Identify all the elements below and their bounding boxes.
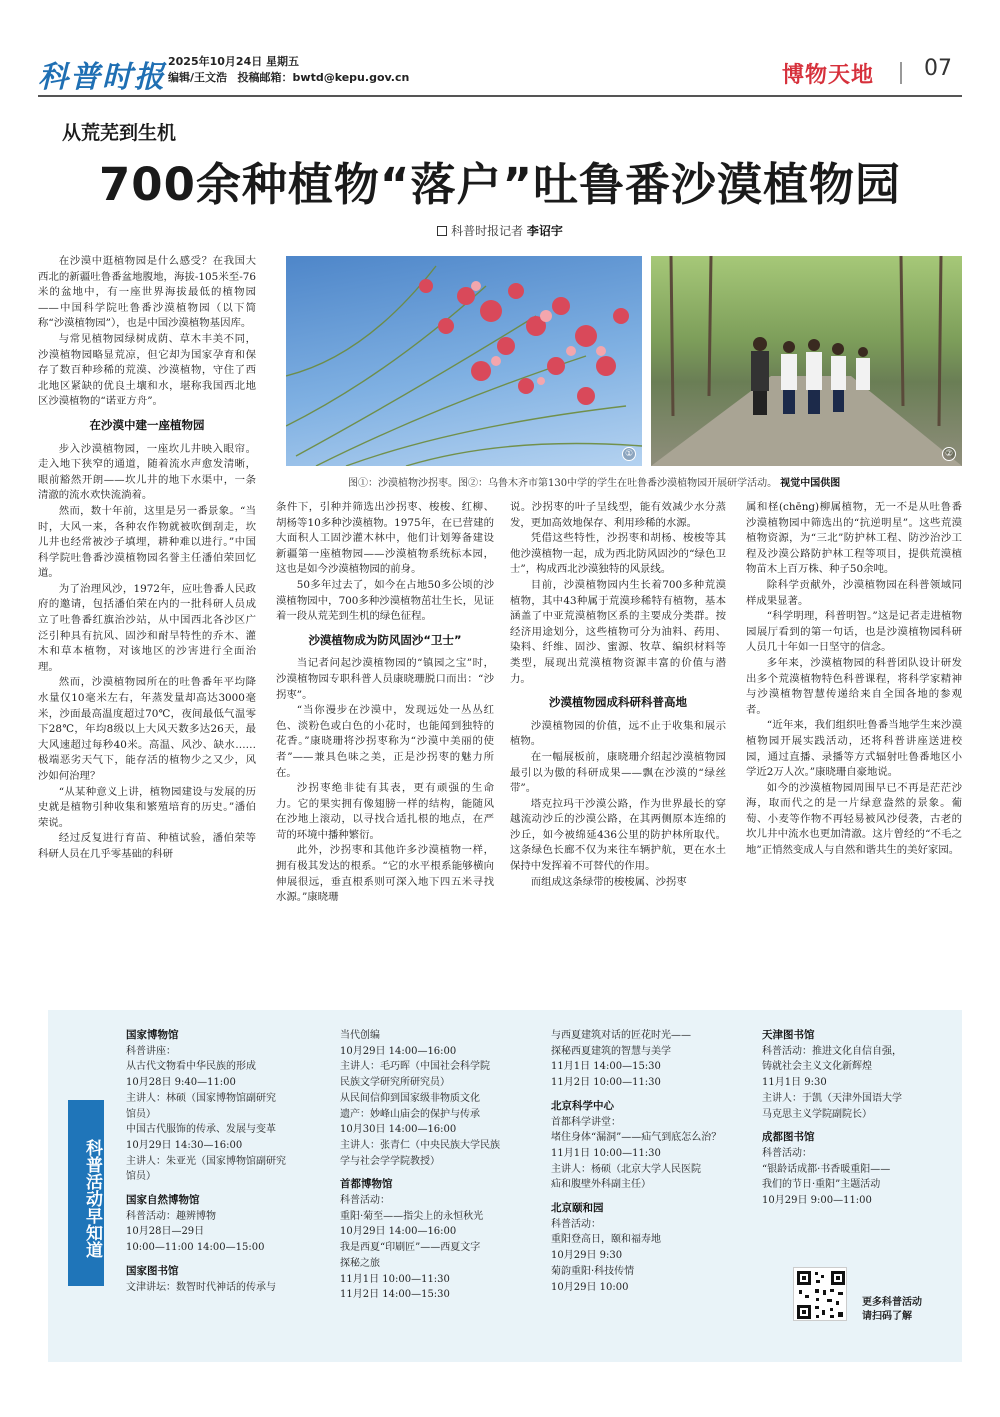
- photo-number-badge: ①: [622, 447, 636, 461]
- caption-text: 图①：沙漠植物沙拐枣。图②：乌鲁木齐市第130中学的学生在吐鲁番沙漠植物园开展研学活动。: [348, 478, 778, 489]
- paragraph: 经过反复进行育苗、种植试验，潘伯荣等科研人员在几乎零基础的科研: [38, 832, 256, 860]
- paragraph: 如今的沙漠植物园周围早已不再是茫茫沙海，取而代之的是一片绿意盎然的景象。葡萄、小麦等作物不再轻易被风沙侵袭，古老的坎儿井中流水也更加清澈。这片曾经的“不毛之地”正悄然变成人与自然和谐共生的美好家园。: [746, 781, 962, 857]
- activity-venue: 成都图书馆: [762, 1131, 815, 1144]
- activity-venue: 国家图书馆: [126, 1264, 179, 1277]
- activity-line: 首都科学讲堂：: [551, 1116, 621, 1128]
- article-headline: 700余种植物“落户”吐鲁番沙漠植物园: [98, 158, 902, 211]
- activity-line: 科普活动：: [340, 1195, 390, 1207]
- activity-line: 10月28日—29日: [126, 1226, 205, 1238]
- paragraph: 与常见植物园绿树成荫、草木丰美不同，沙漠植物园略显荒凉，但它却为国家孕育和保存了数百种珍稀的荒漠、沙漠植物，守住了西北地区紧缺的优良土壤和水，堪称我国西北地区沙漠植物的“诺亚方舟”。: [38, 332, 256, 408]
- article-column-4: [746, 500, 962, 966]
- activities-column-2: [340, 1028, 545, 1303]
- activity-line: 铸就社会主义文化新辉煌: [762, 1061, 872, 1073]
- activities-column-1: [126, 1028, 331, 1295]
- issue-date: 2025年10月24日 星期五: [168, 55, 300, 68]
- activity-line: 民族文学研究所研究员）: [340, 1077, 450, 1089]
- paragraph: 沙漠植物园的价值，远不止于收集和展示植物。: [510, 719, 726, 748]
- activities-column-3: [551, 1028, 756, 1295]
- activity-line: 马克思主义学院副院长）: [762, 1108, 872, 1120]
- activity-line: 10月30日 14:00—16:00: [340, 1124, 457, 1136]
- activity-line: 10月29日 10:00: [551, 1281, 629, 1293]
- photo-caption: [348, 474, 968, 489]
- activity-line: 科普活动：: [762, 1147, 812, 1159]
- activities-panel: [48, 1010, 962, 1362]
- qr-code-icon: [794, 1268, 848, 1322]
- editor-name: 编辑/王文浩: [168, 71, 228, 84]
- activity-line: 11月2日 14:00—15:30: [340, 1289, 450, 1301]
- paragraph: 多年来，沙漠植物园的科普团队设计研发出多个荒漠植物特色科普课程，将科学家精神与沙漠植物智慧传递给来自全国各地的参观者。: [746, 656, 962, 716]
- qr-code[interactable]: [793, 1267, 847, 1321]
- activity-line: 我是西夏“印刷匠”——西夏文字: [340, 1242, 481, 1254]
- paragraph: 在一幅展板前，康晓珊介绍起沙漠植物园最引以为傲的科研成果——飘在沙漠的“绿丝带”。: [510, 750, 726, 795]
- qr-note: [862, 1296, 922, 1324]
- article-column-3: [510, 500, 726, 966]
- paragraph: 目前，沙漠植物园内生长着700多种荒漠植物，其中43种属于荒漠珍稀特有植物，基本涵盖了中亚荒漠植物区系的主要成分类群。按经济用途划分，这些植物可分为油料、药用、染料、纤维、固沙、蜜源、牧草、编织材料等类型，展现出荒漠植物资源丰富的价值与潜力。: [510, 578, 726, 685]
- photo-calligonum: [286, 256, 642, 466]
- paragraph: 说。沙拐枣的叶子呈线型，能有效减少水分蒸发，更加高效地保存、利用珍稀的水源。: [510, 501, 726, 529]
- paragraph: 塔克拉玛干沙漠公路，作为世界最长的穿越流动沙丘的沙漠公路，在其两侧原本连绵的沙丘，如今被绵延436公里的防护林所取代。这条绿色长廊不仅为来往车辆护航，更在水土保持中发挥着不可替代的作用。: [510, 797, 726, 873]
- paragraph: 50多年过去了，如今在占地50多公顷的沙漠植物园中，700多种沙漠植物茁壮生长，见证着一段从荒芜到生机的绿色征程。: [276, 578, 494, 623]
- activity-line: “银龄话成都·书香暖重阳——: [762, 1163, 891, 1175]
- activity-line: 中国古代服饰的传承、发展与变革: [126, 1124, 276, 1136]
- activity-line: 主讲人：于凯（天津外国语大学: [762, 1092, 902, 1104]
- article-kicker: 从荒芜到生机: [62, 122, 177, 144]
- activity-line: 从民间信仰到国家级非物质文化: [340, 1092, 480, 1104]
- qr-note-line: 更多科普活动: [862, 1297, 922, 1308]
- activity-line: 探秘之旅: [340, 1257, 380, 1269]
- paragraph: 凭借这些特性，沙拐枣和胡杨、梭梭等其他沙漠植物一起，成为西北防风固沙的“绿色卫士”，构成西北沙漠独特的风景线。: [510, 532, 726, 576]
- activity-line: 重阳登高日，颐和福寿地: [551, 1234, 661, 1246]
- header-divider: [900, 62, 902, 84]
- paragraph: 在沙漠中逛植物园是什么感受？在我国大西北的新疆吐鲁番盆地腹地，海拔-105米至-76米的盆地中，有一座世界海拔最低的植物园——中国科学院吐鲁番沙漠植物园（以下简称“沙漠植物园”），也是中国沙漠植物基因库。: [38, 255, 256, 330]
- activity-line: 科普活动：: [551, 1218, 601, 1230]
- activity-line: 疝和腹壁外科副主任）: [551, 1179, 651, 1191]
- qr-note-line: 请扫码了解: [862, 1311, 912, 1322]
- activity-line: 当代创编: [340, 1030, 380, 1041]
- activity-line: 堵住身体“漏洞”——疝气到底怎么治？: [551, 1132, 722, 1144]
- activity-line: 遗产：妙峰山庙会的保护与传承: [340, 1108, 480, 1120]
- page-header: [38, 48, 962, 96]
- caption-credit: 视觉中国供图: [780, 478, 841, 489]
- activity-line: 10月29日 14:00—16:00: [340, 1045, 457, 1057]
- paragraph: “近年来，我们组织吐鲁番当地学生来沙漠植物园开展实践活动，还将科普讲座送进校园，通过直播、录播等方式辐射吐鲁番地区小学近2万人次。”康晓珊自豪地说。: [746, 719, 962, 779]
- activity-line: 10月29日 14:30—16:00: [126, 1139, 243, 1151]
- activity-venue: 北京科学中心: [551, 1099, 614, 1112]
- paragraph: 此外，沙拐枣和其他许多沙漠植物一样，拥有极其发达的根系。“它的水平根系能够横向伸展很远，垂直根系则可深入地下四五米寻找水源。”康晓珊: [276, 844, 494, 904]
- activity-line: 主讲人：林硕（国家博物馆副研究: [126, 1092, 276, 1104]
- article-column-1: [38, 254, 256, 966]
- paragraph: 属和柽(chēng)柳属植物，无一不是从吐鲁番沙漠植物园中筛选出的“抗逆明星”。这些荒漠植物资源，为“三北”防护林工程、防沙治沙工程及沙漠公路防护林工程等项目，提供荒漠植物苗木上百万株、种子50余吨。: [746, 501, 962, 576]
- activity-line: 文津讲坛：数智时代神话的传承与: [126, 1281, 276, 1293]
- activity-line: 馆员）: [126, 1171, 156, 1183]
- activity-line: 主讲人：张青仁（中央民族大学民族: [340, 1139, 500, 1151]
- activity-line: 科普讲座：: [126, 1045, 176, 1057]
- activity-line: 10月29日 14:00—16:00: [340, 1226, 457, 1238]
- photo-students: [651, 256, 962, 466]
- activity-line: 10月28日 9:40—11:00: [126, 1077, 236, 1089]
- activity-line: 科普活动：趣辨博物: [126, 1210, 216, 1222]
- paragraph: 而组成这条绿带的梭梭属、沙拐枣: [530, 875, 687, 888]
- activity-venue: 北京颐和园: [551, 1202, 604, 1215]
- paragraph: 然而，沙漠植物园所在的吐鲁番年平均降水量仅10毫米左右，年蒸发量却高达3000毫米，沙面最高温度超过70℃，夜间最低气温零下28℃，年均8级以上大风天数多达26天，最大风速超过每秒40米。高温、风沙、缺水……极端恶劣天气下，能存活的植物少之又少，风沙如何治理？: [38, 676, 256, 782]
- activity-line: 主讲人：杨硕（北京大学人民医院: [551, 1163, 701, 1175]
- paragraph: 除科学贡献外，沙漠植物园在科普领域同样成果显著。: [746, 578, 962, 607]
- subheading: 沙漠植物园成科研科普高地: [549, 695, 687, 710]
- activity-line: 从古代文物看中华民族的形成: [126, 1061, 256, 1073]
- activity-venue: 首都博物馆: [340, 1178, 393, 1191]
- paragraph: “科学明理，科普明智。”这是记者走进植物园展厅看到的第一句话，也是沙漠植物园科研人员几十年如一日坚守的信念。: [746, 610, 962, 654]
- students-illustration: [651, 256, 962, 466]
- byline-author: 李诏宇: [526, 224, 563, 238]
- activity-line: 我们的节日·重阳”主题活动: [762, 1179, 881, 1191]
- activity-line: 科普活动：推进文化自信自强，: [762, 1045, 902, 1057]
- activity-line: 11月1日 14:00—15:30: [551, 1061, 661, 1073]
- article-column-2: [276, 500, 494, 966]
- activity-line: 学与社会学学院教授）: [340, 1155, 440, 1167]
- activity-line: 11月2日 10:00—11:30: [551, 1077, 661, 1089]
- section-name: 博物天地: [781, 63, 874, 88]
- subheading: 沙漠植物成为防风固沙“卫士”: [308, 632, 462, 647]
- byline-prefix: 科普时报记者: [451, 224, 524, 238]
- header-info: [168, 54, 409, 86]
- page-number: 07: [924, 56, 952, 81]
- paragraph: “当你漫步在沙漠中，发现远处一丛丛红色、淡粉色或白色的小花时，也能闻到独特的花香。”康晓珊将沙拐枣称为“沙漠中美丽的使者”——兼具色味之美，正是沙拐枣的魅力所在。: [276, 704, 494, 779]
- header-rule: [38, 95, 962, 97]
- activity-line: 主讲人：毛巧晖（中国社会科学院: [340, 1061, 490, 1073]
- submission-email[interactable]: bwtd@kepu.gov.cn: [292, 71, 410, 84]
- activity-line: 11月1日 9:30: [762, 1077, 827, 1089]
- activity-line: 菊韵重阳·科技传情: [551, 1265, 635, 1277]
- activity-line: 10月29日 9:00—11:00: [762, 1195, 872, 1207]
- activity-venue: 国家自然博物馆: [126, 1194, 200, 1207]
- byline-box-icon: [437, 226, 447, 236]
- activity-line: 10:00—11:00 14:00—15:00: [126, 1242, 265, 1254]
- activity-line: 与西夏建筑对话的匠花时光——: [551, 1030, 691, 1041]
- article-byline: [0, 222, 1000, 239]
- activity-line: 10月29日 9:30: [551, 1250, 623, 1262]
- submission-label: 投稿邮箱：: [237, 71, 293, 84]
- activity-line: 重阳·菊至——指尖上的永恒秋光: [340, 1210, 484, 1222]
- activity-line: 11月1日 10:00—11:30: [340, 1273, 450, 1285]
- activity-line: 探秘西夏建筑的智慧与美学: [551, 1045, 671, 1057]
- paragraph: “从某种意义上讲，植物园建设与发展的历史就是植物引种收集和繁殖培育的历史。”潘伯荣说。: [38, 785, 256, 829]
- paragraph: 沙拐枣绝非徒有其表，更有顽强的生命力。它的果实拥有像翅膀一样的结构，能随风在沙地上滚动，以寻找合适扎根的地点，在严苛的环境中播种繁衍。: [276, 782, 494, 841]
- activity-venue: 国家博物馆: [126, 1029, 179, 1041]
- masthead-logo: 科普时报: [38, 60, 166, 95]
- activity-line: 馆员）: [126, 1108, 156, 1120]
- activities-label: 科普活动早知道: [68, 1100, 104, 1286]
- paragraph: 然而，数十年前，这里是另一番景象。“当时，大风一来，各种农作物就被吹倒刮走，坎儿井也经常被沙子填埋，耕种难以进行。”中国科学院吐鲁番沙漠植物园名誉主任潘伯荣回忆道。: [38, 504, 256, 580]
- paragraph: 步入沙漠植物园，一座坎儿井映入眼帘。走入地下狭窄的通道，随着流水声愈发清晰，眼前豁然开朗——坎儿井的地下水渠中，一条清澈的流水欢快流淌着。: [38, 442, 256, 502]
- photo-number-badge: ②: [942, 447, 956, 461]
- activity-line: 11月1日 10:00—11:30: [551, 1147, 661, 1159]
- paragraph: 为了治理风沙，1972年，应吐鲁番人民政府的邀请，包括潘伯荣在内的一批科研人员成立了吐鲁番红旗治沙站，从中国西北各沙区广泛引种具有抗风、固沙和耐旱特性的乔木、灌木和草本植物，对该地区的沙害进行全面治理。: [38, 582, 256, 673]
- activity-venue: 天津图书馆: [762, 1029, 815, 1041]
- calligonum-illustration: [286, 256, 642, 466]
- paragraph: 当记者问起沙漠植物园的“镇园之宝”时，沙漠植物园专职科普人员康晓珊脱口而出：“沙拐枣”。: [276, 657, 494, 701]
- subheading: 在沙漠中建一座植物园: [89, 417, 205, 432]
- paragraph: 条件下，引种并筛选出沙拐枣、梭梭、红柳、胡杨等10多种沙漠植物。1975年，在已营建的大面积人工固沙灌木林中，他们计划筹备建设新疆第一座植物园——沙漠植物系统标本园，这也是如今沙漠植物园的前身。: [276, 501, 494, 576]
- activity-line: 主讲人：朱亚光（国家博物馆副研究: [126, 1155, 286, 1167]
- activities-column-4: [762, 1028, 962, 1209]
